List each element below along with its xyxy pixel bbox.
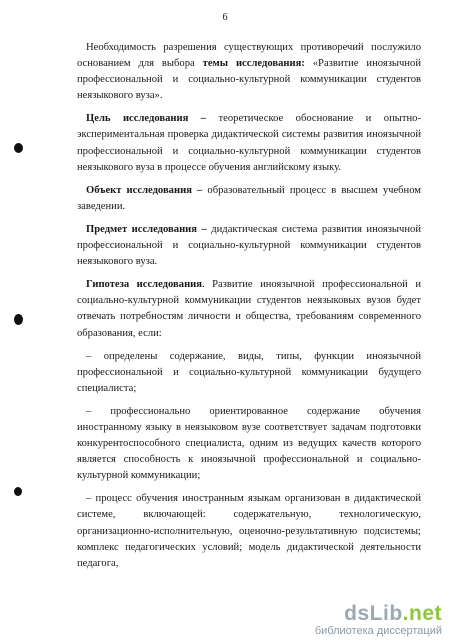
watermark-subtitle: библиотека диссертаций xyxy=(314,625,442,637)
page-number: 6 xyxy=(222,12,228,23)
paragraph xyxy=(77,277,421,341)
watermark-logo[interactable]: dsLib.net xyxy=(344,602,442,625)
watermark xyxy=(315,603,442,637)
paragraph xyxy=(77,111,421,175)
paragraph-text: дидактическая система развития иноязычной профессиональной и социально-культурной коммуникации студентов неязыкового вуза. xyxy=(77,223,421,268)
paragraph-text: теоретическое обоснование и опытно-экспериментальная проверка дидактической системы развития иноязычной профессиональной и социально-культурной коммуникации студентов неязыкового вуза в процессе обучения английскому языку. xyxy=(77,113,421,173)
document-body xyxy=(77,40,421,579)
paragraph-text: – профессионально ориентированное содержание обучения иностранному языку в неязыковом вузе соответствует задачам подготовки конкурентоспособного специалиста, одним из ведущих качеств которого является способность к иноязычной профессиональной и социально-культурной коммуникации; xyxy=(77,405,421,482)
paragraph-text: Необходимость разрешения существующих противоречий послужило основанием для выбора xyxy=(77,42,421,70)
paragraph-text: – определены содержание, виды, типы, функции иноязычной профессиональной и социально-культурной коммуникации будущего специалиста; xyxy=(77,350,421,394)
paragraph xyxy=(77,222,421,270)
paragraph xyxy=(77,404,421,484)
bold-term: Цель исследования – xyxy=(86,113,207,125)
binding-hole-mark xyxy=(14,314,23,325)
bold-term: Гипотеза исследования xyxy=(86,279,203,291)
binding-hole-mark xyxy=(14,487,22,496)
paragraph xyxy=(77,491,421,571)
paragraph-text: – процесс обучения иностранным языкам организован в дидактической системе, включающей: содержательную, технологическую, организационно-исполнительную, оценочно-результативную подсистемы; комплекс педагогических условий; модель дидактической деятельности педагога, xyxy=(77,493,421,569)
bold-term: Предмет исследования – xyxy=(86,223,207,235)
binding-hole-mark xyxy=(14,143,23,153)
paragraph xyxy=(77,183,421,215)
paragraph-text: . Развитие иноязычной профессиональной и социально-культурной коммуникации студентов неязыковых вузов будет отвечать потребностям личности и общества, требованиям современного образования, если: xyxy=(77,279,421,339)
paragraph-text: «Развитие иноязычной профессиональной и социально-культурной коммуникации студентов неязыкового вуза». xyxy=(77,58,421,102)
paragraph xyxy=(77,349,421,397)
paragraph-text: образовательный процесс в высшем учебном заведении. xyxy=(77,184,422,212)
bold-term: Объект исследования – xyxy=(86,184,203,196)
bold-term: темы исследования: xyxy=(202,58,305,70)
paragraph xyxy=(77,40,421,104)
